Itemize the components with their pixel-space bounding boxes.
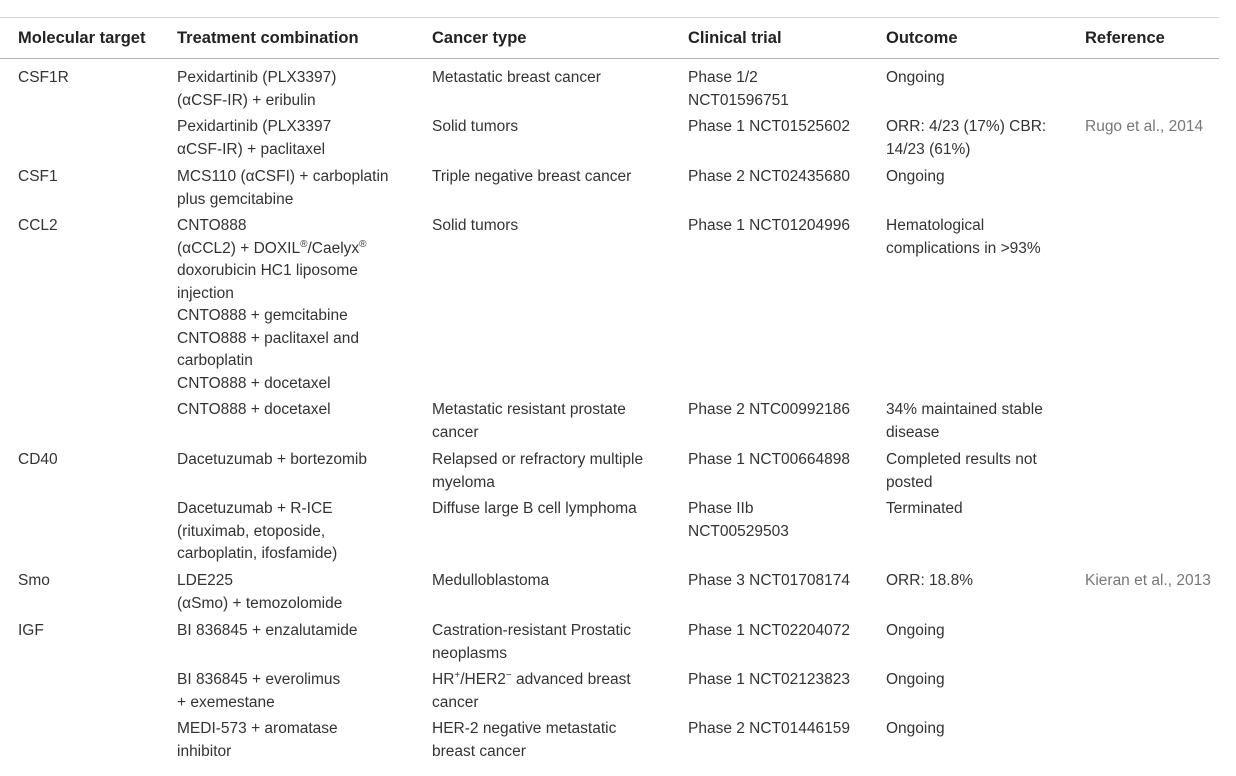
cell-cancer-type: Diffuse large B cell lymphoma xyxy=(432,500,637,517)
cell-target: CSF1R xyxy=(18,69,69,86)
cell-target: IGF xyxy=(18,622,44,639)
cell-outcome: Hematological complications in >93% xyxy=(886,217,1041,257)
cell-outcome: Ongoing xyxy=(886,69,945,86)
cell-treatment: MCS110 (αCSFI) + carboplatin plus gemcitabine xyxy=(177,168,389,208)
cell-outcome: ORR: 4/23 (17%) CBR: 14/23 (61%) xyxy=(886,118,1047,158)
cell-clinical-trial: Phase 3 NCT01708174 xyxy=(688,572,851,589)
cell-outcome: Ongoing xyxy=(886,622,945,639)
header-reference: Reference xyxy=(1085,29,1165,47)
cell-outcome: 34% maintained stable disease xyxy=(886,401,1043,441)
cell-outcome: ORR: 18.8% xyxy=(886,572,974,589)
cell-cancer-type: Triple negative breast cancer xyxy=(432,168,632,185)
cell-cancer-type: Relapsed or refractory multiple myeloma xyxy=(432,451,644,491)
cell-clinical-trial: Phase 1 NCT02123823 xyxy=(688,671,851,688)
cell-cancer-type: HER-2 negative metastatic breast cancer xyxy=(432,720,617,760)
cell-outcome: Completed results not posted xyxy=(886,451,1037,491)
table-top-rule xyxy=(0,17,1219,18)
cell-outcome: Ongoing xyxy=(886,168,945,185)
cell-cancer-type: Medulloblastoma xyxy=(432,572,550,589)
cell-reference: Kieran et al., 2013 xyxy=(1085,572,1211,589)
cell-treatment: CNTO888 + docetaxel xyxy=(177,401,331,418)
cell-outcome: Terminated xyxy=(886,500,963,517)
cell-cancer-type: Solid tumors xyxy=(432,118,519,135)
cell-clinical-trial: Phase 2 NCT02435680 xyxy=(688,168,851,185)
header-clinical-trial: Clinical trial xyxy=(688,29,782,47)
cell-target: CCL2 xyxy=(18,217,58,234)
cell-clinical-trial: Phase 1 NCT00664898 xyxy=(688,451,851,468)
cell-target: CSF1 xyxy=(18,168,58,185)
cell-treatment: LDE225 (αSmo) + temozolomide xyxy=(177,572,343,612)
cell-clinical-trial: Phase 1 NCT01525602 xyxy=(688,118,851,135)
cell-clinical-trial: Phase 1 NCT01204996 xyxy=(688,217,851,234)
cell-treatment: Pexidartinib (PLX3397 αCSF-IR) + paclitaxel xyxy=(177,118,332,158)
cell-treatment: CNTO888 (αCCL2) + DOXIL®/Caelyx® doxorubicin HC1 liposome injection CNTO888 + gemcitabine CNTO888 + paclitaxel and carboplatin CNTO888 + docetaxel xyxy=(177,217,367,392)
header-rule xyxy=(0,58,1219,59)
cell-outcome: Ongoing xyxy=(886,671,945,688)
cell-clinical-trial: Phase 2 NCT01446159 xyxy=(688,720,851,737)
cell-clinical-trial: Phase 2 NTC00992186 xyxy=(688,401,851,418)
header-outcome: Outcome xyxy=(886,29,958,47)
cell-clinical-trial: Phase 1 NCT02204072 xyxy=(688,622,851,639)
cell-reference: Rugo et al., 2014 xyxy=(1085,118,1204,135)
cell-cancer-type: Metastatic breast cancer xyxy=(432,69,601,86)
cell-cancer-type: Castration-resistant Prostatic neoplasms xyxy=(432,622,631,662)
cell-target: Smo xyxy=(18,572,50,589)
cell-treatment: Dacetuzumab + R-ICE (rituximab, etoposide, carboplatin, ifosfamide) xyxy=(177,500,338,562)
cell-outcome: Ongoing xyxy=(886,720,945,737)
cell-treatment: BI 836845 + enzalutamide xyxy=(177,622,358,639)
header-treatment-combination: Treatment combination xyxy=(177,29,359,47)
cell-treatment: Dacetuzumab + bortezomib xyxy=(177,451,367,468)
header-cancer-type: Cancer type xyxy=(432,29,527,47)
cell-treatment: MEDI-573 + aromatase inhibitor xyxy=(177,720,338,760)
cell-cancer-type: HR+/HER2− advanced breast cancer xyxy=(432,670,631,711)
cell-cancer-type: Solid tumors xyxy=(432,217,519,234)
cell-clinical-trial: Phase IIb NCT00529503 xyxy=(688,500,789,540)
cell-target: CD40 xyxy=(18,451,58,468)
cell-treatment: Pexidartinib (PLX3397) (αCSF-IR) + eribulin xyxy=(177,69,337,109)
cell-clinical-trial: Phase 1/2 NCT01596751 xyxy=(688,69,789,109)
header-molecular-target: Molecular target xyxy=(18,29,146,47)
cell-treatment: BI 836845 + everolimus + exemestane xyxy=(177,671,341,711)
cell-cancer-type: Metastatic resistant prostate cancer xyxy=(432,401,626,441)
